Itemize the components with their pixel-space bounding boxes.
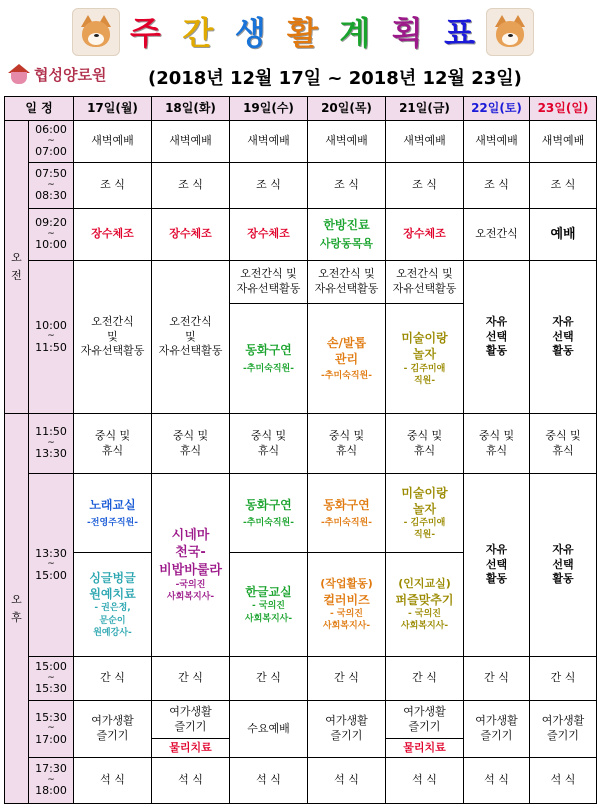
- pm-label: 오 후: [5, 414, 29, 804]
- title-char: 계: [339, 14, 371, 52]
- page-title: [130, 8, 475, 54]
- schedule-cell: 장수체조: [74, 209, 152, 261]
- title-char: 활: [287, 14, 318, 52]
- schedule-cell: 조 식: [230, 163, 308, 209]
- time-slot: 13:30 ~ 15:00: [29, 474, 74, 657]
- schedule-cell: 오전간식 및 자유선택활동: [74, 261, 152, 414]
- schedule-cell: 조 식: [74, 163, 152, 209]
- schedule-row: [5, 701, 597, 758]
- schedule-cell: 오전간식: [464, 209, 530, 261]
- schedule-cell: 새벽예배: [386, 121, 464, 163]
- title-char: 주: [130, 14, 161, 52]
- schedule-cell: 동화구연 -추미숙직원- 한글교실 - 국의진 사회복지사-: [230, 474, 308, 657]
- schedule-cell: 장수체조: [152, 209, 230, 261]
- schedule-cell: 여가생활 즐기기 물리치료: [152, 701, 230, 758]
- am-label: 오 전: [5, 121, 29, 414]
- schedule-cell: 여가생활 즐기기: [464, 701, 530, 758]
- schedule-cell: 새벽예배: [308, 121, 386, 163]
- schedule-cell: 조 식: [530, 163, 597, 209]
- schedule-cell: 오전간식 및 자유선택활동 손/발톱 관리 -추미숙직원-: [308, 261, 386, 414]
- schedule-row: [5, 261, 597, 414]
- schedule-cell: 자유 선택 활동: [464, 474, 530, 657]
- schedule-cell: 간 식: [464, 657, 530, 701]
- schedule-period: (2018년 12월 17일 ~ 2018년 12월 23일): [148, 68, 522, 89]
- schedule-cell: 중식 및 휴식: [308, 414, 386, 474]
- schedule-cell: 여가생활 즐기기: [74, 701, 152, 758]
- time-slot: 15:30 ~ 17:00: [29, 701, 74, 758]
- header: [0, 0, 600, 92]
- day-header-sunday: 23일(일): [530, 97, 597, 121]
- schedule-cell: 중식 및 휴식: [152, 414, 230, 474]
- house-logo-icon: [8, 64, 30, 84]
- schedule-cell: 장수체조: [230, 209, 308, 261]
- schedule-cell: 오전간식 및 자유선택활동: [152, 261, 230, 414]
- schedule-cell: 석 식: [74, 758, 152, 804]
- schedule-cell: 조 식: [464, 163, 530, 209]
- schedule-cell: 예배: [530, 209, 597, 261]
- header-row: [5, 97, 597, 121]
- schedule-cell: 중식 및 휴식: [464, 414, 530, 474]
- schedule-row: [5, 758, 597, 804]
- schedule-cell: 석 식: [230, 758, 308, 804]
- schedule-cell: 동화구연 -추미숙직원- (작업활동) 컬러비즈 - 국의진 사회복지사-: [308, 474, 386, 657]
- schedule-cell: 오전간식 및 자유선택활동 동화구연 -추미숙직원-: [230, 261, 308, 414]
- title-char: 표: [444, 14, 475, 52]
- time-slot: 09:20 ~ 10:00: [29, 209, 74, 261]
- title-char: 생: [234, 14, 266, 52]
- shiba-dog-icon: [486, 8, 534, 56]
- day-header: 17일(월): [74, 97, 152, 121]
- program-title: 한방진료: [323, 218, 370, 233]
- schedule-cell: 여가생활 즐기기 물리치료: [386, 701, 464, 758]
- schedule-cell: 중식 및 휴식: [386, 414, 464, 474]
- schedule-cell: 중식 및 휴식: [74, 414, 152, 474]
- schedule-cell: 수요예배: [230, 701, 308, 758]
- schedule-cell: 간 식: [308, 657, 386, 701]
- schedule-cell: 새벽예배: [152, 121, 230, 163]
- schedule-cell: 조 식: [152, 163, 230, 209]
- schedule-cell: 조 식: [308, 163, 386, 209]
- time-slot: 10:00 ~ 11:50: [29, 261, 74, 414]
- schedule-cell: 여가생활 즐기기: [530, 701, 597, 758]
- schedule-cell: 새벽예배: [74, 121, 152, 163]
- schedule-cell: 여가생활 즐기기: [308, 701, 386, 758]
- facility-logo: [8, 62, 106, 86]
- weekly-schedule-table: [4, 96, 597, 804]
- schedule-cell: 중식 및 휴식: [230, 414, 308, 474]
- schedule-cell: 간 식: [74, 657, 152, 701]
- schedule-cell: 장수체조: [386, 209, 464, 261]
- header-label: 일 정: [5, 97, 74, 121]
- schedule-cell: 간 식: [386, 657, 464, 701]
- schedule-cell: 석 식: [530, 758, 597, 804]
- shiba-dog-icon: [72, 8, 120, 56]
- schedule-cell: 간 식: [230, 657, 308, 701]
- schedule-cell: 중식 및 휴식: [530, 414, 597, 474]
- schedule-cell: 새벽예배: [230, 121, 308, 163]
- schedule-cell: 자유 선택 활동: [530, 474, 597, 657]
- schedule-cell: 새벽예배: [530, 121, 597, 163]
- schedule-cell: [308, 209, 386, 261]
- time-slot: 07:50 ~ 08:30: [29, 163, 74, 209]
- schedule-row: [5, 163, 597, 209]
- time-slot: 06:00 ~ 07:00: [29, 121, 74, 163]
- time-slot: 11:50 ~ 13:30: [29, 414, 74, 474]
- title-char: 간: [182, 14, 214, 52]
- schedule-row: [5, 474, 597, 657]
- schedule-row: [5, 657, 597, 701]
- schedule-cell: 조 식: [386, 163, 464, 209]
- schedule-cell: 석 식: [464, 758, 530, 804]
- day-header-saturday: 22일(토): [464, 97, 530, 121]
- schedule-cell: 자유 선택 활동: [530, 261, 597, 414]
- schedule-cell: 석 식: [308, 758, 386, 804]
- schedule-cell: 노래교실 -전영주직원- 싱글벙글 원예치료 - 권은정, 문순이 원예강사-: [74, 474, 152, 657]
- facility-name: 협성양로원: [34, 65, 107, 84]
- day-header: 18일(화): [152, 97, 230, 121]
- day-header: 20일(목): [308, 97, 386, 121]
- schedule-cell: 새벽예배: [464, 121, 530, 163]
- day-header: 19일(수): [230, 97, 308, 121]
- title-char: 획: [391, 14, 423, 52]
- schedule-cell: 오전간식 및 자유선택활동 미술이랑 놀자 - 김주미애 직원-: [386, 261, 464, 414]
- schedule-cell: 간 식: [530, 657, 597, 701]
- schedule-row: [5, 414, 597, 474]
- schedule-cell: 석 식: [386, 758, 464, 804]
- schedule-cell: 시네마 천국- 비밥바룰라 -국의진 사회복지사-: [152, 474, 230, 657]
- time-slot: 15:00 ~ 15:30: [29, 657, 74, 701]
- program-subtitle: 사랑동목욕: [319, 236, 374, 250]
- schedule-row: [5, 209, 597, 261]
- schedule-cell: 석 식: [152, 758, 230, 804]
- time-slot: 17:30 ~ 18:00: [29, 758, 74, 804]
- schedule-cell: 간 식: [152, 657, 230, 701]
- schedule-cell: 자유 선택 활동: [464, 261, 530, 414]
- schedule-row: [5, 121, 597, 163]
- day-header: 21일(금): [386, 97, 464, 121]
- schedule-cell: 미술이랑 놀자 - 김주미애 직원- (인지교실) 퍼즐맞추기 - 국의진 사회복지사-: [386, 474, 464, 657]
